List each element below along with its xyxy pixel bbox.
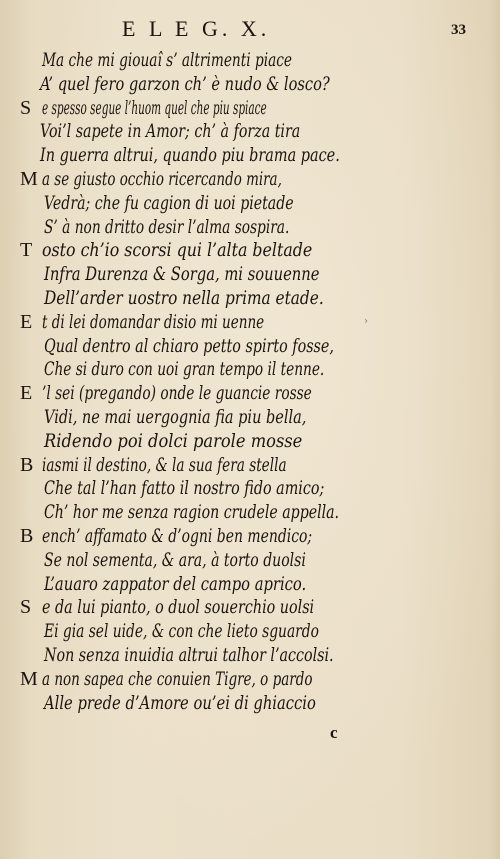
verse-line: e spesso segue l’huom quel che piu spiace [42,96,267,119]
verse-line: ’l sei (pregando) onde le guancie rosse [42,382,312,405]
verse-line: Vedrà; che fu cagion di uoi pietade [44,191,294,214]
verse-line: Non senza inuidia altrui talhor l’accolsi. [44,644,334,666]
verse-line: t di lei domandar disio mi uenne [42,310,265,333]
stanza-initial: S [20,596,32,619]
verse-line: Ei gia sel uide, & con che lieto sguardo [44,620,319,643]
page-number: 33 [451,22,466,38]
verse-line: a se giusto occhio ricercando mira, [42,168,282,190]
verse-line: e da lui pianto, o duol souerchio uolsi [42,596,315,619]
margin-mark: › [364,316,368,327]
stanza-initial: B [20,525,34,547]
verse-line: In guerra altrui, quando piu brama pace. [40,144,340,167]
verse-line: ench’ affamato & d’ogni ben mendico; [42,525,313,547]
verse-line: A’ quel fero garzon ch’ è nudo & losco? [40,72,330,95]
verse-line: Vidi, ne mai uergognia fia piu bella, [44,406,307,428]
verse-line: Voi’l sapete in Amor; ch’ à forza tira [40,120,301,143]
verse-line: Che si duro con uoi gran tempo il tenne. [44,358,325,381]
verse-line: Alle prede d’Amore ou’ei di ghiaccio [44,691,316,714]
stanza-initial: M [20,168,38,190]
verse-line: L’auaro zappator del campo aprico. [44,572,307,595]
verse-line: osto ch’io scorsi qui l’alta beltade [42,239,313,262]
signature-mark: c [330,723,338,742]
verse-line: Ma che mi giouaî s’ altrimenti piace [42,49,292,71]
verse-line: iasmi il destino, & la sua fera stella [42,453,287,476]
verse-line: Ch’ hor me senza ragion crudele appella. [44,501,340,524]
verse-line: Ridendo poi dolci parole mosse [44,429,303,452]
verse-line: Che tal l’han fatto il nostro fido amico; [44,477,325,500]
verse-line: Dell’arder uostro nella prima etade. [44,287,324,309]
stanza-initial: E [20,382,33,405]
verse-line: S’ à non dritto desir l’alma sospira. [44,215,290,238]
stanza-initial: B [20,453,34,476]
stanza-initial: S [20,96,32,119]
verse-line: Qual dentro al chiaro petto spirto fosse, [44,334,334,357]
verse-line: Se nol sementa, & ara, à torto duolsi [44,548,306,571]
running-title: E L E G. X. [122,16,271,41]
stanza-initial: E [20,310,33,333]
stanza-initial: T [20,239,33,262]
stanza-initial: M [20,667,38,690]
verse-line: a non sapea che conuien Tigre, o pardo [42,667,313,690]
verse-line: Infra Durenza & Sorga, mi souuenne [44,263,320,286]
